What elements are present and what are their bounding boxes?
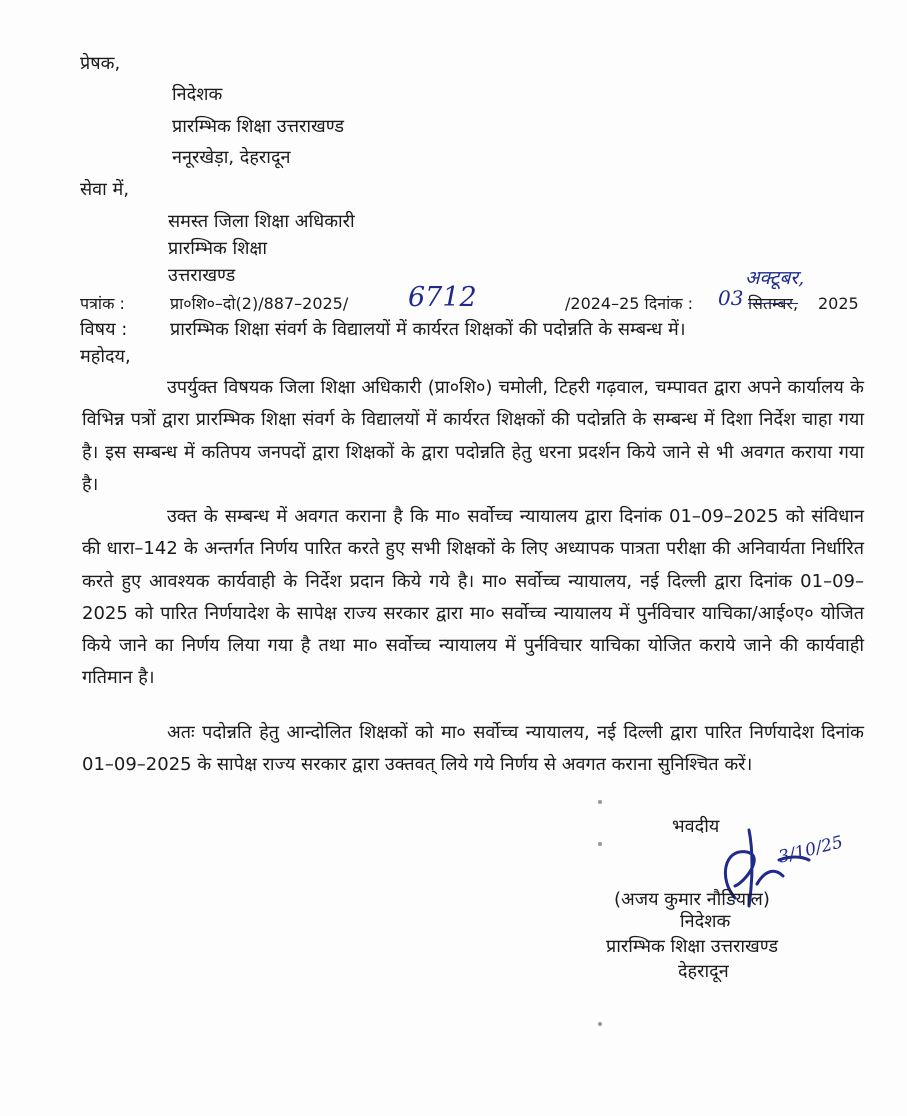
reference-label: पत्रांक : xyxy=(80,294,125,313)
sender-designation: निदेशक xyxy=(172,84,223,105)
recipient-state: उत्तराखण्ड xyxy=(168,265,236,286)
body-paragraph-1 xyxy=(82,372,864,501)
handwritten-signature-date: 3/10/25 xyxy=(776,832,845,868)
signatory-city: देहरादून xyxy=(678,961,729,982)
reference-code: प्रा०शि०–दो(2)/887–2025/ xyxy=(170,294,349,313)
recipient-department: प्रारम्भिक शिक्षा xyxy=(168,238,267,259)
sender-label: प्रेषक, xyxy=(80,53,121,74)
reference-year-date-label: /2024–25 दिनांक : xyxy=(565,294,693,313)
paragraph-text: अतः पदोन्नति हेतु आन्दोलित शिक्षकों को मा० सर्वोच्च न्यायालय, नई दिल्ली द्वारा पारित निर्णयादेश दिनांक 01–09–2025 के सापेक्ष राज्य सरकार द्वारा उक्तवत् लिये गये निर्णय से अवगत कराना सुनिश्चित करें। xyxy=(82,722,864,776)
sender-address: ननूरखेड़ा, देहरादून xyxy=(172,147,291,168)
signatory-designation: निदेशक xyxy=(680,911,731,932)
signatory-name: (अजय कुमार नौडियाल) xyxy=(614,889,770,910)
subject-label: विषय : xyxy=(80,319,128,340)
closing: भवदीय xyxy=(672,816,720,837)
paragraph-text: उपर्युक्त विषयक जिला शिक्षा अधिकारी (प्रा०शि०) चमोली, टिहरी गढ़वाल, चम्पावत द्वारा अपने कार्यालय के विभिन्न पत्रों द्वारा प्रारम्भिक शिक्षा संवर्ग के विद्यालयों में कार्यरत शिक्षकों की पदोन्नति के सम्बन्ध में दिशा निर्देश चाहा गया है। इस सम्बन्ध में कतिपय जनपदों द्वारा शिक्षकों के द्वारा पदोन्नति हेतु धरना प्रदर्शन किये जाने से भी अवगत कराया गया है। xyxy=(82,377,864,495)
scan-mark xyxy=(598,842,602,846)
signatory-office: प्रारम्भिक शिक्षा उत्तराखण्ड xyxy=(606,936,778,957)
scan-mark xyxy=(598,1022,602,1026)
printed-month-struck: सितम्बर, xyxy=(748,294,799,313)
handwritten-letter-number: 6712 xyxy=(408,282,477,313)
body-paragraph-3 xyxy=(82,717,864,782)
recipient-label: सेवा में, xyxy=(80,179,130,200)
body-paragraph-2 xyxy=(82,501,864,695)
reference-year: 2025 xyxy=(818,294,859,313)
subject-text: प्रारम्भिक शिक्षा संवर्ग के विद्यालयों में कार्यरत शिक्षकों की पदोन्नति के सम्बन्ध में। xyxy=(170,319,686,340)
sender-department: प्रारम्भिक शिक्षा उत्तराखण्ड xyxy=(172,116,344,137)
scan-mark xyxy=(598,800,602,804)
handwritten-day: 03 xyxy=(718,286,744,310)
handwritten-month: अक्टूबर, xyxy=(745,267,805,289)
recipient-designation: समस्त जिला शिक्षा अधिकारी xyxy=(168,211,355,232)
paragraph-text: उक्त के सम्बन्ध में अवगत कराना है कि मा० सर्वोच्च न्यायालय द्वारा दिनांक 01–09–2025 को संविधान की धारा–142 के अन्तर्गत निर्णय पारित करते हुए सभी शिक्षकों के लिए अध्यापक पात्रता परीक्षा की अनिवार्यता निर्धारित करते हुए आवश्यक कार्यवाही के निर्देश प्रदान किये गये है। मा० सर्वोच्च न्यायालय, नई दिल्ली द्वारा दिनांक 01–09–2025 को पारित निर्णयादेश के सापेक्ष राज्य सरकार द्वारा मा० सर्वोच्च न्यायालय में पुर्नविचार याचिका/आई०ए० योजित किये जाने का निर्णय लिया गया है तथा मा० सर्वोच्च न्यायालय में पुर्नविचार याचिका योजित कराये जाने की कार्यवाही गतिमान है। xyxy=(82,506,864,689)
salutation: महोदय, xyxy=(80,346,131,367)
